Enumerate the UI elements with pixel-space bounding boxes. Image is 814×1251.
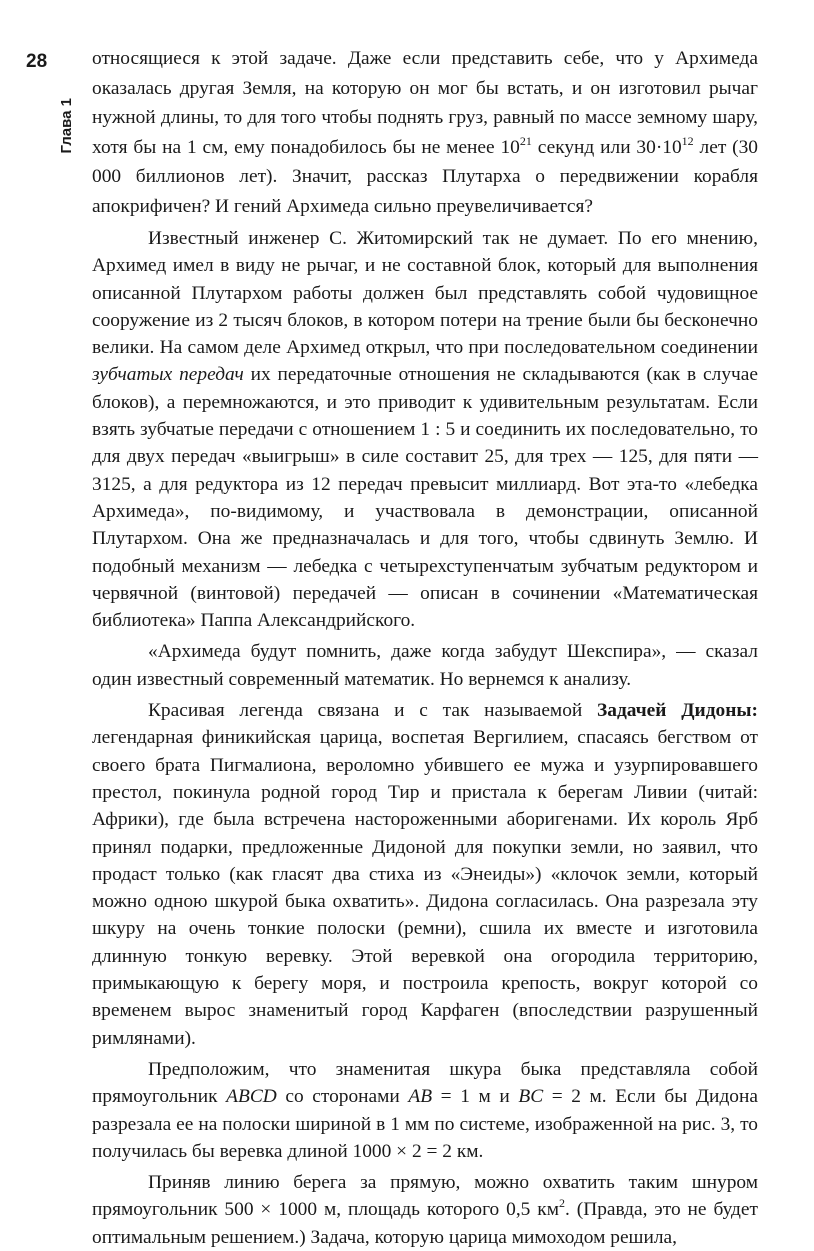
chapter-label: Глава 1	[58, 98, 75, 154]
paragraph	[92, 1056, 758, 1165]
text-run: Известный инженер С. Житомирский так не думает. По его мнению, Архимед имел в виду не рычаг, и не составной блок, который для выполнения описанной Плутархом работы должен был представлять собой чудовищное сооружение из 2 тысяч блоков, в котором потери на трение были бы бесконечно велики. На самом деле Архимед открыл, что при последовательном соединении	[92, 228, 758, 359]
text-run: = 1 м и	[432, 1086, 519, 1108]
text-run: Красивая легенда связана и с так называемой	[148, 700, 598, 722]
body-text	[92, 44, 758, 1251]
paragraph	[92, 44, 758, 221]
superscript: 21	[519, 133, 532, 148]
bold-text: Задачей Дидоны:	[597, 700, 758, 722]
italic-text: AB	[408, 1086, 433, 1108]
text-run: . (Правда, это не будет оптимальным решением.) Задача, которую царица мимоходом решила,	[92, 1199, 758, 1248]
italic-text: зубчатых передач	[92, 364, 244, 386]
text-run: со сторонами	[276, 1086, 409, 1108]
paragraph	[92, 638, 758, 693]
text-run: лет (30 000 биллионов лет). Значит, рассказ Плутарха о передвижении корабля апокрифичен? И гений Архимеда сильно преувеличивается?	[92, 136, 758, 217]
text-run: легендарная финикийская царица, воспетая Вергилием, спасаясь бегством от своего брата Пигмалиона, вероломно убившего ее мужа и узурпировавшего престол, покинула родной город Тир и пристала к берегам Ливии (читай: Африки), где была встречена настороженными аборигенами. Их король Ярб принял подарки, предложенные Дидоной для покупки земли, но заявил, что продаст только (как гласят два стиха из «Энеиды») «клочок земли, который можно одною шкурой быка охватить». Дидона согласилась. Она разрезала эту шкуру на очень тонкие полоски (ремни), сшила их вместе и изготовила длинную тонкую веревку. Этой веревкой она огородила территорию, примыкающую к берегу моря, и построила крепость, вокруг которой со временем вырос знаменитый город Карфаген (впоследствии разрушенный римлянами).	[92, 727, 758, 1049]
italic-text: ABCD	[226, 1086, 277, 1108]
text-run: Приняв линию берега за прямую, можно охватить таким шнуром прямоугольник 500 × 1000 м, площадь которого 0,5 км	[92, 1172, 758, 1221]
text-run: «Архимеда будут помнить, даже когда забудут Шекспира», — сказал один известный современный математик. Но вернемся к анализу.	[92, 641, 758, 690]
superscript: 2	[558, 1196, 565, 1211]
paragraph	[92, 697, 758, 1052]
paragraph	[92, 225, 758, 634]
text-run: секунд или 30·10	[531, 136, 682, 158]
italic-text: BC	[518, 1086, 544, 1108]
text-run: Предположим, что знаменитая шкура быка представляла собой прямоугольник	[92, 1058, 758, 1108]
page-number: 28	[26, 51, 48, 72]
paragraph	[92, 1169, 758, 1251]
text-run: = 2 м. Если бы Дидона разрезала ее на полоски шириной в 1 мм по системе, изображенной на рис. 3, то получилась бы веревка длиной 1000 × 2 = 2 км.	[92, 1086, 758, 1162]
text-run: их передаточные отношения не складываются (как в случае блоков), а перемножаются, и это приводит к удивительным результатам. Если взять зубчатые передачи с отношением 1 : 5 и соединить их последовательно, то для двух передач «выигрыш» в силе составит 25, для трех — 125, для пяти — 3125, а для редуктора из 12 передач превысит миллиард. Вот эта-то «лебедка Архимеда», по-видимому, и участвовала в демонстрации, описанной Плутархом. Она же предназначалась и для того, чтобы сдвинуть Землю. И подобный механизм — лебедка с четырехступенчатым зубчатым редуктором и червячной (винтовой) передачей — описан в сочинении «Математическая библиотека» Паппа Александрийского.	[92, 364, 758, 632]
superscript: 12	[681, 133, 694, 148]
text-run: относящиеся к этой задаче. Даже если представить себе, что у Архимеда оказалась другая Земля, на которую он мог бы встать, и он изготовил рычаг нужной длины, то для того чтобы поднять груз, равный по массе земному шару, хотя бы на 1 см, ему понадобилось бы не менее 10	[92, 48, 758, 158]
